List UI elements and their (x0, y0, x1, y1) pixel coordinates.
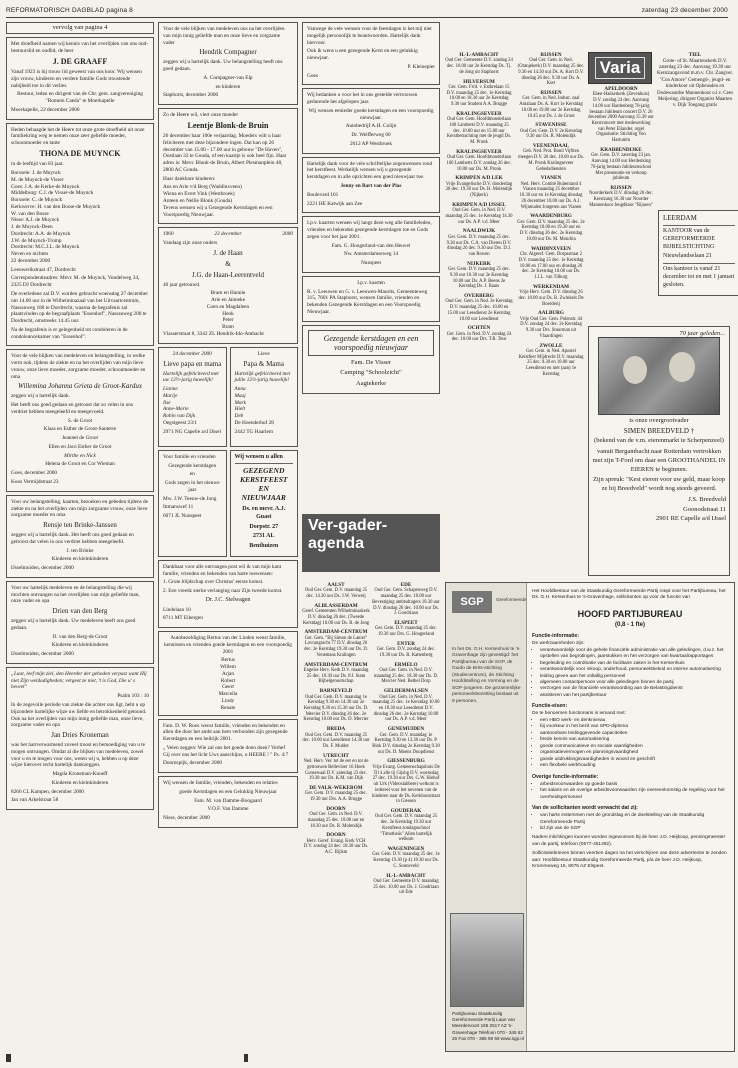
service-listing (302, 582, 370, 600)
service-listing (517, 284, 585, 308)
list-item: • verzorgen van de financiële verantwoording aan de Belastingdienst (540, 686, 728, 692)
vergader-agenda-banner: Ver-gader-agenda (302, 514, 440, 572)
service-listing (517, 52, 585, 87)
christmas-ads (158, 450, 298, 560)
child-name: Anne-Marie (163, 406, 189, 413)
column-1 (6, 22, 154, 1062)
service-listing (372, 808, 440, 843)
service-listing (372, 846, 440, 870)
ad-papa-mama-2: Lieve Papa & Mama Hartelijk gefeliciteerd met jullie 12½-jarig huwelijk! Anna Maaj Mark Hielt Deb De Hoenderhof 28 2442 TG Haarlem (230, 347, 299, 447)
list-item: • begeleiding en coördinatie van de facilitaire zaken in het Kersenhuis (540, 661, 728, 667)
ad-breedveld: 70 jaar geleden... (588, 326, 730, 576)
service-location: AMSTERDAM-CENTRUM (304, 661, 368, 668)
sgp-logo: SGP (452, 591, 492, 613)
ad-colijn: Wij bedanken u voor het in ons gestelde vertrouwen gedurende het afgelopen jaar. Wij wensen eenieder goede kerstdagen en een voorspoedig nieuwjaar. Autobedrijf A.H. Colijn Dr. Welfferweg 60 2612 AP Westbroek (302, 88, 440, 153)
service-details: Ger. Gem. D.V. maandag 25 dec. 19.30 uur Drs. A.A. Brugge (305, 791, 367, 803)
service-location: H.-I.-AMBACHT (459, 52, 499, 58)
service-details: Herv. Geref. Evang. Kerk VCH D.V. zondag 24 dec. 18.30 uur Ds. A.C. Bijlsm (303, 838, 369, 856)
service-location: GELDERMALSEN (383, 688, 429, 695)
service-listing (517, 143, 585, 172)
child-name: Mark (234, 399, 246, 406)
service-location: DE VALK-WEKEROM (309, 785, 363, 792)
service-location: KRIMPEN A/D IJSSEL (452, 201, 506, 208)
service-details: Oud Ger. Gem. D.V. maandag 25 dec. 14.30 uur Ds. J.W. Verweij (304, 588, 368, 600)
expectations-list (532, 813, 728, 832)
ad-van-der-linden: Autobezeldiging Bertus van der Linden wenst familie, kennissen en vrienden goede kerstdagen en een voorspoedig 2001 Bertus Willem Arjan Robert Geert Marcella Lindy Renate (158, 631, 298, 715)
page-header (6, 4, 728, 18)
service-location: VEENENDAAL (532, 143, 570, 150)
ad-roos: Fam. D. W. Roos wenst familie, vrienden en bekenden en allen die door het ambt aan hem verbonden zijn gezegende Kerstdagen en een heilrijk 2001. „ Velen zeggen: Wie zal ons het goede doen doen? Verhef Gij over ons het licht Uws aanschijns, o HEERE ! " Ps. 4:7 Doornspijk, december 2000 (158, 719, 298, 774)
service-location: OVERBERG (464, 293, 494, 300)
header-right: zaterdag 23 december 2000 (641, 7, 728, 14)
child-name: Arie en Janneke (210, 297, 246, 304)
service-listing (302, 753, 370, 782)
service-details: Ger. Gem. D.V. maandag 25 dec. 1e Kerstdag 19.30 (p 4) 18.30 uur Ds. C. Sonneveld (372, 852, 440, 869)
services-column-varia (588, 86, 654, 212)
list-item: • van harte instemmen met de grondslag en de doelstelling van de Staatkundig Gereformeerde Partij (540, 813, 728, 826)
service-location: WAGENINGEN (387, 845, 425, 852)
service-location: GOUDERAK (390, 807, 422, 814)
service-details: Oud Ger. Gem. in Ned. 2e Kerstdag D.V. maandag 25 dec. 10.00 en 15.00 uur Leesdienst 2e Kerstdag 10.00 uur Leesdienst (445, 299, 513, 322)
service-location: NIJKERK (467, 260, 491, 267)
service-details: Ger. Gem. D.V. maandag 25 dec. 9.30 uur 18.30 uur 2e Kerstdag 10.00 uur Ds. A.P. Beens 2e Kerstdag Ds. J. Baars (448, 267, 510, 290)
service-details: Oud Ger. Gem. D.V. maandag 25 dec. 10.00 uur Leesdienst 14.30 uur Ds. F. Mulder (302, 732, 370, 750)
ad-name: J. de Haan (213, 248, 243, 257)
service-listing (517, 213, 585, 242)
family-member: Goes: J.A. de Kerke-de Muynck (11, 183, 80, 190)
service-location: RIJSSEN (610, 184, 632, 191)
ad-kroneman: „Laat, leef mijn ziel, den Heerder der geboden verpast want Hij niet Zijn weldadigheden; vergeet ze niet, 't is God, Die u' s beveel" Psalm 103 : 10 In de zegevolle periode van ziekte die achter ons ligt, hebt u op bijzondere hartelijke wijze uw liefde en betrokkenheid getoond. Ook na het overlijden van mijn innig geliefde man, onze lieve, zorgzame vader en opa Jan Dries Kroneman was het hartverwarmend zoveel troost en bemoediging van u te mogen ontvangen. Omdat al die blijken van medeleven, zowel voor u en te mogen voor ons, weten wij u, hebben u op deze wijze hierover recht hartelijk dankzeggen. Magda Kroneman-Knoeff Kinderen en kleinkinderen 8266 CL Kampen, december 2000 Jan van Arkelstraat 58 (6, 667, 154, 810)
list-item: • verantwoordelijk voor inkoop, onderhoud, personeelsbeleid en interne automatisering (540, 667, 728, 673)
list-item: • aantoonbare leidinggevende capaciteiten (540, 731, 728, 737)
service-listing (517, 310, 585, 339)
service-location: KRALINGSEVEER (456, 110, 502, 117)
service-location: TIEL (688, 52, 702, 58)
service-details: Oud Ger. Gem. Schapenweg D.V. maandag 25 dec. 10.00 uur Bevestiging ambtsdragers 18.30 uur D.V. dinsdag 26 dec. 10.00 uur Ds. J. Goudriaan (372, 588, 440, 617)
ad-name: Leentje Blonk-de Bruin (187, 120, 269, 130)
service-location: APELDOORN (604, 86, 638, 92)
service-listing (302, 629, 370, 658)
ad-name: Dr. J.C. Stelwagen (205, 596, 251, 603)
list-item: • verantwoordelijk voor de gehele financiële administratie van alle geledingen, d.w.z. het opstellen van begrotingen, jaarstukken en het verzorgen van kwartaalrapportages (540, 648, 728, 661)
list-item: • arbeidsvoorwaarden op goede basis (540, 782, 728, 788)
list-item: • een flexibele werkhouding (540, 763, 728, 769)
service-details: Oud Ger. Gem. in Ned. (Oranjekerk) D.V. maandag 25 dec. 9.30 en 14.30 uur Ds. A. Kort D.V. dinsdag 26 dec. 9.30 uur Ds. A. Kort (517, 58, 585, 87)
service-location: ENTER (397, 640, 415, 647)
service-listing (372, 873, 440, 897)
service-details: Vrije Evangelische D.V. donderdag 28 dec. 19.30 uur Ds. H. Molendijk (Nijkerk) (445, 181, 513, 199)
service-details: Eben-Haëzerkerk (Zevenhuis) D.V. zondag 24 dec. Aanvang 14.00 uur Hardenberg 70-jarig bestaan Jubileum concert D.V. 26 december 2000 Aanvang 15.30 uur Kerstconcert met medewerking van Peter Eilander, orgel Organisatie: Stichting Von Hartumm (588, 92, 654, 144)
ad-breedveld-text: is onze overgrootvader SIMEN BREEDVELD † (bekend van de v.m. eierenmarkt te Scherpenzeel) vanuit Bergambacht naar Rotterdam vertrokken met zijn T-Ford om daar een GROOTHANDEL IN EIEREN te beginnen. Zijn spreuk: "Kest eieren voor uw geld, maar koop ze bij Breedveld" wordt nog steeds geveerd. J.S. Breedveld Goonodstraat 11 2901 RE Capelle a/d IJssel (592, 417, 726, 523)
ad-name: Hendrik Compagner (199, 48, 257, 57)
service-listing (445, 79, 513, 108)
list-item: • goede communicatieve en sociale vaardigheden (540, 744, 728, 750)
service-location: HILVERSUM (463, 78, 495, 85)
staff-name: Lindy (221, 697, 235, 704)
service-details: Geb. Ned. Prot. Bond Vijftien meegen D.V. 26 dec. 10.00 uur Ds. M. Pronk Kralingseveer Gebedsdiensten (518, 149, 584, 172)
ad-name: Willemina Johanna Grieta de Groot-Kardux (18, 382, 142, 391)
service-details: Vrije Evang. Gemeenschapshuis De Til 4 alle tij Gijsbg D.V. woensdag 27 dec. 19.30 uur Drs. G.W. Hiehof uit Urk (Videoslabbere) welkom is iedereel voor het nevenen van de kinderen naar de Ds. Kerkhoutstraat in Giessen (372, 764, 440, 805)
service-details: Geref. Gemeenten Wilhelminaskerk D.V. dinsdag 26 dec. (Tweede Kerstdag) 10.00 uur Ds. R. de Jong (302, 609, 370, 626)
names-list (163, 657, 293, 711)
family-member: Neven en nichten (11, 251, 49, 258)
service-details: Ger. Gem. Frrd. v. Esthrelaan 15 D.V. maandag 25 dec. 1e Kerstdag 10.00 en 18.30 uur 2e Kerstdag 9.30 uur Student A.A. Brugge (446, 84, 512, 108)
family-list (11, 170, 149, 258)
tiel-concert (656, 52, 734, 110)
ad-papa-mama-1: 24 december 2000 Lieve papa en mama Hartelijk gefeliciteerd met uw 12½-jarig huwelijk! Lianne Marije Ilse Anne-Marie Robin van Dijk Oegstgeest 23/1 2971 NG Capelle a/d IJssel (158, 347, 227, 447)
family-member: Nisse: A.J. de Muynck (11, 217, 60, 224)
staff-name: Geert (222, 684, 234, 691)
greeting-line: GEZEGEND (243, 466, 285, 476)
varia-right (656, 52, 734, 113)
service-listing (656, 52, 734, 110)
ad-kleinepier: Vanwege de vele wensen voor de feestdagen is het mij niet mogelijk persoonlijk te beantwoorden. Hartelijk dank hiervoor. Ook ik wens u een gezegende Kerst en een gelukkig nieuwjaar. P. Kleinepier Goes (302, 22, 440, 85)
service-location: VIANEN (540, 175, 562, 182)
greeting-line: KERSTFEEST (239, 475, 288, 485)
service-listing (372, 726, 440, 755)
service-details: Oud Ger. Gemeente D.V. zondag 24 dec. 10.00 uur 2e Kerstdag Ds. Tj. de Jong uit Staphorst (445, 58, 513, 75)
services-column-2 (517, 52, 585, 381)
service-location: H.-I.-AMBACHT (386, 872, 426, 879)
service-details: Ger. Gem. D.V. maandag 25 dec. 2e Kerstdag 10.00 en 19.30 uur en D.V. dinsdag 26 dec. 2e Kerstdag 10.00 uur Ds. M. Mondria (517, 219, 585, 242)
service-listing (372, 641, 440, 659)
service-location: NAALDWIJK (462, 228, 496, 235)
service-details: Oud Ger. Gem. in Ned. D.V. maandag 25 dec. 1e Kerstdag 10.00 en 18.30 uur Leesdienst D.V. dinsdag 26 dec. 2e Kerstdag 10.00 uur Ds. A.P. v.d. Meer (372, 694, 440, 723)
family-member: Ans en Arie v/d Berg (Waddinxveen) (163, 184, 242, 191)
greeting-line: NIEUWJAAR (241, 493, 286, 503)
ad-van-damme: Wij wensen de familie, vrienden, bekenden en relaties goede Kerstdagen en een Gelukkig Nieuwjaar Fam. M. van Damme-Boogaard V.O.F. Van Damme Nisse, december 2000 (158, 776, 298, 828)
service-details: Ger. Gem. "Bij Simon de Lanier" Lovrangracht 77 D.V. dinsdag 26 dec. 2e Kerstdag 19.30 uur Ds. D. Venemans Kralingen (304, 635, 368, 658)
service-listing (588, 147, 654, 182)
service-location: AALBURG (538, 310, 564, 317)
ad-teeuw: Voor familie en vrienden Gezegende kerstdagen en Gods zegen in het nieuwe jaar Mw. J.W. Teeuw-de Jong Ittmanswef 11 6071 JL Nunspeet (158, 450, 227, 557)
service-details: Oud Ger. Gem. Hoofdmonderlaan 160 Lamberts D.V. zondag 26 dec. 10.00 uur Ds. M. Pronk (446, 155, 512, 172)
list-item: • organisatievermogen en planningsvaardigheid (540, 750, 728, 756)
child-name: Deb (234, 413, 244, 420)
family-member: W. van den Bosse (11, 210, 49, 217)
family-member: Wiena en Evert Vink (Westbroek) (163, 191, 235, 198)
service-listing (588, 86, 654, 144)
service-location: KRABBENDIJKE (600, 146, 642, 153)
service-details: Ned. Herv. Comité Buitenrand 4 Vianen maandag 25 december 10.30 uur en 1e Kerstdag dinsdag 26 december 10.00 uur Ds. A.J. Wijnmalen Jongeren ans Vianen (519, 181, 583, 210)
service-details: Oud Ger. Gem. in Ned. D.V. maandag 25 dec. 10.00 uur en 18.30 uur Ds. R. Molendijk (307, 812, 365, 829)
ad-guast: Wij wensen u allen GEZEGEND KERSTFEEST EN NIEUWJAAR Ds. en mevr. A.J. Guast Dorpstr. 27 2731 AL Benthuizen (230, 450, 299, 557)
ad-hoogerland: I.p.v. kaarten wensen wij langs deze weg alle familieleden, vrienden en bekenden gezegende kerstdagen toe en Gods zegen voor het jaar 2001. Fam. G. Hoogerland-van den Heuvel Nw. Amsterdamseweg 14 Nunspeet (302, 216, 440, 273)
greeting-line: EN (258, 484, 269, 494)
service-location: AALST (327, 582, 345, 588)
anniversary-ads (158, 347, 298, 450)
service-location: UTRECHT (323, 752, 349, 759)
vacancy-title: HOOFD PARTIJBUREAU (577, 608, 683, 619)
ad-ten-brinke: Voor uw belangstelling, kaarten, bezoeken en gebeden tijdens de ziekte en na het overlijden van mijn zorgzame vrouw, onze lieve zorgzame moeder en oma Rensje ten Brinke-Janssen zeggen wij u hartelijk dank. Het heeft ons goed gedaan en getroost dat velen in ons verdriet hebben meegeleefd. J. ten Brinke Kinderen en kleinkinderen IJsselmuiden, december 2000 (6, 495, 154, 578)
child-name: Marije (163, 392, 178, 399)
list-item: • het salaris en de overige arbeidsvoorwaarden zijn overeenkomstig de regeling voor het overheidspersoneel (540, 788, 728, 801)
family-member: M. de Muynck-de Visser (11, 176, 64, 183)
varia-banner: Varia (588, 52, 652, 84)
ad-van-der-plas: Hartelijk dank voor de vele schriftelijke zegenwensen rond het kerstfeest. Werkelijk wensen wij u gezegende kerstdagen en in alle opzichten een goed nieuwjaar toe. Jenny en Bart van der Plas Boulevard 101 2221 HE Katwijk aan Zee (302, 157, 440, 214)
requirements-list (532, 718, 728, 770)
child-name: Coen en Magdaleen (206, 303, 250, 310)
staff-name: Renate (220, 704, 236, 711)
service-details: Ger. Gem. in Ned. Apostel Kerstfeer Mijdrecht D.V. maandag 25 dec. 9.30 en 18.00 uur Leesdienst en met (aan) 1e Kerstdag (518, 348, 584, 377)
service-details: Engelse Herv. Kerk D.V. maandag 25 dec. 10.30 uur Ds. P.J. Stam Bijbelgenootschap (303, 667, 369, 685)
greeting-lines (235, 466, 294, 502)
service-location: DOORN (326, 805, 346, 812)
list-item: • leiding geven aan het voltallig personeel (540, 674, 728, 680)
sgp-sidebar: SGP Gereformeerde In het Ds. G.H. Kersenhuis te 's-Gravenhage zijn gevestigd: het Partijbureau van de SGP, de Guido de Brès-stichting (Studiecentrum), de Stichting Hoofdstelling en Vorming en de SGP-jongeren. De gezamenlijke personeelsbezetting bestaat uit 9 personen. Partijbureau Staatkundig Gereformeerde Partij Laan van Meerdervoort 165 2517 AZ 's-Gravenhage Telefoon 070 - 345 62 26 Fax 070 - 365 59 59 www.sgp.nl (446, 583, 527, 1051)
ad-de-graaff: Met droefheid namen wij kennis van het overlijden van ons oud-bestuurslid en oudlid, de heer J. DE GRAAFF Vanaf 1923 is hij trouw lid geweest van ons koor. Wij wensen zijn vrouw, kinderen en verdere familie Gods troostende nabijheid toe in dit verlies. Bestuur, leden en dirigent van de Chr. gem. zangvereniging "Romein Caeda" te Moerkapelle Moerkapelle, 22 december 2000 (6, 37, 154, 119)
service-location: GIESSENBURG (387, 758, 425, 765)
service-listing (372, 758, 440, 804)
list-item: • brede kennis van automatisering (540, 737, 728, 743)
ad-blonk: Zo de Heere wil, viert onze moeder Leentje Blonk-de Bruin 26 december haar 100e verjaardag. Moeders wilt u haar feliciteren met deze bijzondere ingen. Dat kan op 26 december van 15.00 - 17.00 uur in gebouw "De Haven", Oostlaan 33 te Gouda, of een kaartje is ook heel fijn. Haar adres is: Mevr. Blonk-de Bruin, Albert Plesmanplein 48, 2800 AC Gouda. Haar dankbare kinderen: Ans en Arie v/d Berg (Waddinxveen) Wiena en Evert Vink (Westbroek) Anteen en Nellie Blonk (Gouda) Tevens wensen wij u Gezegende Kerstdagen en een Voorspoedig Nieuwjaar. (158, 108, 298, 224)
ad-compagner: Voor de vele blijken van medeleven ons na het overlijden van mijn innig geliefde man en onze lieve en zorgzame vader Hendrik Compagner zeggen wij u hartelijk dank. Uw belangstelling heeft ons goed gedaan. A. Compagner-van Elp en kinderen Staphorst, december 2000 (158, 22, 298, 105)
service-listing (445, 52, 513, 76)
service-listing (372, 662, 440, 686)
vervolg-label: vervolg van pagina 4 (6, 22, 154, 34)
column-3 (302, 22, 440, 510)
service-details: Oud Ger. Gemeente D.V. maandag 25 dec. 10.00 uur Ds. J. Goudriaan uit Ede (373, 878, 439, 896)
service-listing (445, 175, 513, 199)
service-listing (445, 111, 513, 146)
ad-name: J. DE GRAAFF (52, 56, 108, 66)
service-listing (517, 175, 585, 210)
service-listing (588, 185, 654, 209)
service-location: GENEMUIDEN (387, 726, 425, 733)
children-list (163, 290, 293, 331)
names-list (235, 386, 294, 420)
family-member: Kerkwerve: H. van den Bosse-de Muynck (11, 203, 101, 210)
service-listing (302, 806, 370, 830)
service-listing (302, 688, 370, 723)
service-location: WERKENDAM (532, 283, 570, 290)
ad-name: Drien van den Berg (52, 607, 108, 616)
service-details: Ned. Herv. Ver. tot de eer en tot de getrouwen Bellevloer 16 Hoek Consewaal D.V. zaterdag 23 dec. 19.30 uur Ds. K.M. van Dijk (303, 759, 369, 782)
ad-name: THONA DE MUYNCK (39, 148, 121, 158)
service-details: Oud Ger. Gem. in Ned. D.V. maandag 25 dec. 1e Kerstdag 14.30 uur Ds. A.P. v.d. Meer (445, 208, 513, 225)
service-details: Ger. Gem. D.V. maandag 25 dec. 9.30 uur Ds. C.A. van Dieren D.V. dinsdag 26 dec. 9.30 uur Drs. D.J. van Rowen (446, 234, 512, 258)
service-listing (517, 122, 585, 140)
list-item: • bij voorkeur in het bezit van SPD-diploma (540, 724, 728, 730)
service-listing (302, 662, 370, 686)
family-member: Borssele: J. de Muynck (11, 169, 61, 176)
child-name: Robin van Dijk (163, 413, 196, 420)
service-location: DOORN (326, 832, 346, 839)
service-listing (445, 261, 513, 290)
page-marker-icon (244, 1054, 248, 1062)
list-item: • goede uitdrukkingsvaardigheden in woord en geschrift (540, 757, 728, 763)
ad-de-groot: Voor de vele blijken van medeleven en belangstelling, in welke vorm ook, tijdens de ziekte en na het overlijden van mijn lieve vrouw, onze lieve moeder, zorgzame moeder, schoonmoeder en oma Willemina Johanna Grieta de Groot-Kardux zeggen wij u hartelijk dank. Het heeft ons goed gedaan en getroost dat zo velen in ons verdriet hebben meegeleefd en meegevoeld. S. de Groot Klaas en Esther de Groot-Santerre Jeannet de Groot Ellen en Jaco Esther de Groot Mirthe en Nick Helena de Groot en Cor Wieman Goes, december 2000 Koos Vermijdstraat 23 (6, 349, 154, 491)
service-details: Oud Ger. Gem. D.V. 2e Kerstdag 9.30 uur Ds. R. Molendijk (519, 128, 582, 140)
services-column-3 (372, 582, 440, 899)
service-listing (445, 228, 513, 257)
list-item: • algemeen contactpersoon voor alle geledingen binnen de partij (540, 680, 728, 686)
services-column-1 (445, 52, 513, 346)
service-listing (372, 582, 440, 617)
church-services (445, 52, 585, 577)
service-listing (302, 785, 370, 803)
ad-de-visser: Gezegende kerstdagen en een voorspoedig nieuwjaar Fam. De Visser Camping "Schoolzicht" Aagtekerke (302, 325, 440, 394)
page-marker-icon (6, 1054, 11, 1062)
family-member: Middelburg: C.J. de Visser-de Muynck (11, 190, 94, 197)
family-photo (598, 337, 720, 415)
sgp-vacancy-ad (445, 582, 735, 1052)
ad-name: Rensje ten Brinke-Janssen (43, 521, 117, 530)
sgp-vacancy-text: Het Hoofdbestuur van de Staatkundig Gereformeerde Partij roept voor het Partijbureau, het Ds. G.H. Kersenhuis te 's-Gravenhage, sollicitanten op voor de functie van HOOFD PARTIJBUREAU (0,8 - 1 fte) Functie-informatie: De werkzaamheden zijn: • verantwoordelijk voor de gehele financiële administratie van alle geledingen, d.w.z. het opstellen van begrotingen, jaarstukken en het verzorgen van kwartaalrapportages • begeleiding en coördinatie van de facilitaire zaken in het Kersenhuis • verantwoordelijk voor inkoop, onderhoud, personeelsbeleid en interne automatisering • leiding geven aan het voltallig personeel • algemeen contactpersoon voor alle geledingen binnen de partij • verzorgen van de financiële verantwoording aan de Belastingdienst • assisteren van het partijbestuur Functie-eisen: De te benoemen functionaris is iemand met: • een HBO werk- en denkniveau • bij voorkeur in het bezit van SPD-diploma • aantoonbare leidinggevende capaciteiten • brede kennis van automatisering • goede communicatieve en sociale vaardigheden • organisatievermogen en planningsvaardigheid • goede uitdrukkingsvaardigheden in woord en geschrift • een flexibele werkhouding Overige functie-informatie: • arbeidsvoorwaarden op goede basis • het salaris en de overige arbeidsvoorwaarden zijn overeenkomstig de regeling voor het overheidspersoneel Van de sollicitanten wordt verwacht dat zij: • van harte instemmen met de grondslag en de doelstelling van de Staatkundig Gereformeerde Partij • lid zijn van de SGP Nadere inlichtingen kunnen worden ingewonnen bij de heer J.D. Heijkoop, penningmeester van de partij, telefoon (0577-451492). Sollicitatiebrieven binnen veertien dagen na het verschijnen van deze advertentie te zenden aan: Hoofdbestuur Staatkundig Gereformeerde Partij, p/a de heer J.D. Heijkoop, Krommeweg 15, 8075 AZ Elspeet. (532, 589, 728, 871)
child-name: Peter (222, 317, 234, 324)
ad-leerdam: LEERDAM KANTOOR van de GEREFORMEERDE BIJBELSTICHTING Nieuwlandselaan 21 Ons kantoor is vanaf 21 december tot en met 1 januari gesloten. (658, 210, 738, 296)
ad-name: Jan Dries Kroneman (51, 731, 109, 740)
ad-stelwagen: Dankbaar voor alle ontvangen post wil ik van mijn kant familie, vrienden en bekenden van harte toewensen: 1. Grote blijdschap over Christus' eerste komst. 2. Een vreedz sterke verlanging naar Zijn tweede komst. Dr. J.C. Stelwagen Lindelaan 10 8711 MT Eibergen (158, 560, 298, 628)
service-details: Grote- of St. Maartenskerk D.V. zaterdag 23 dec. Aanvang 19.30 uur Kerstzangavond m.m.v. Chr. Zangver. "Con Amore" Gemengd-, jeugd- en kinderkoor uit Opheusden en Dodewaardse Mannenkoor o.l.v. Cees Meijering, dirigent Organist Maarten v. Dijk Toegang gratis (656, 58, 734, 109)
child-name: Henk (222, 310, 234, 317)
service-location: WADDINXVEEN (531, 245, 571, 252)
service-listing (372, 688, 440, 723)
service-listing (445, 293, 513, 322)
service-listing (445, 325, 513, 343)
service-listing (302, 603, 370, 627)
tasks-list (532, 648, 728, 700)
service-details: Vrije Herv. Gem. D.V. dinsdag 26 dec. 10.00 uur Ds. R. Zwinkels De Boerderij (518, 290, 584, 307)
staff-name: Robert (220, 677, 236, 684)
service-location: KRALINGSEVEER (456, 148, 502, 155)
service-location: OCHTEN (467, 325, 491, 332)
service-details: Noorderkerk D.V. dinsdag 26 dec. Kerstzang 16.30 uur Noorder Mannenkoor Jeugdkoor "Rijssen" (588, 191, 654, 208)
family-list (163, 184, 293, 204)
family-member: Anteen en Nellie Blonk (Gouda) (163, 197, 233, 204)
service-location: WAARDENBURG (530, 213, 572, 220)
list-item: • lid zijn van de SGP (540, 826, 728, 832)
service-details: Oud Ger. Gem. in Ned. D.V. maandag 25 dec. 18.30 uur Ds. D. Mercier Ned. Bethel Dorp (373, 667, 439, 685)
building-photo (450, 913, 524, 1007)
service-location: RIJSSEN (540, 90, 562, 97)
service-location: BREDA (326, 726, 346, 733)
child-name: Hielt (234, 406, 246, 413)
child-name: Lianne (163, 386, 178, 393)
family-member: J. de Muynck-Deen (11, 224, 53, 231)
family-member: Dordrecht: A.A. de Muynck (11, 230, 71, 237)
service-details: Ger. Gem. D.V. zaterdag 23 jan. Aanvang 14.00 uur Herdenking 70-jarig bestaan Jubileumschool Met presentatie en verkoop jubileum (590, 153, 652, 182)
staff-name: Bertus (221, 657, 235, 664)
service-location: ELSPEET (394, 620, 418, 627)
service-listing (445, 149, 513, 173)
service-location: STAVENISSE (535, 122, 567, 129)
service-listing (517, 90, 585, 119)
names-list (163, 386, 222, 420)
service-listing (517, 343, 585, 378)
child-name: Bram (222, 324, 234, 331)
list-item: • assisteren van het partijbestuur (540, 693, 728, 699)
service-details: Ger. Gem. in Ned. D.V. zondag 24 dec. 10.00 uur Drs. T.R. Teur (446, 331, 512, 343)
service-details: Ger. Gem. D.V. maandag 25 dec. 19.30 uur Drs. G. Hoogerland (375, 626, 437, 638)
service-location: AMSTERDAM-CENTRUM (304, 629, 368, 636)
service-listing (445, 202, 513, 226)
service-details: Ger. Gem. D.V. maandag 1e Kerstdag 9.30 en 13.30 uur Ds. P. Blok D.V. dinsdag 2e Kerstdag 9.30 uur Ds. D. Moens Doopdienst (372, 732, 440, 755)
service-location: BARNEVELD (319, 688, 353, 695)
service-details: Oud Ger. Gem. D.V. maandag 1e Kerstdag 9.30 en 14.30 uur 2e Kerstdag 9.30 en 15.30 uur Ds. D. Mercier D.V. dinsdag 26 dec. 2e Kerstdag 10.00 uur Ds. D. Mercier (303, 694, 369, 723)
staff-name: Willem (220, 664, 236, 671)
family-member: J.W. de Muynck-Tromp (11, 237, 62, 244)
ad-name: J.G. de Haan-Leerentveld (192, 270, 264, 279)
child-name: Bram en Hannie (210, 290, 246, 297)
service-listing (302, 726, 370, 750)
family-member: Borssele: C. de Muynck (11, 197, 63, 204)
service-listing (302, 832, 370, 856)
services-column-4 (302, 582, 370, 859)
staff-name: Arjan (221, 670, 235, 677)
family-member: Dordrecht: M.C.J.L. de Muynck (11, 244, 80, 251)
service-details: Ger. Gem. in Ned. Indust. zaal Antalaan Ds. A. Kort 1e Kerstdag 10.00 en 19.00 uur 2e Kerstdag 10.45 uur Ds. J. de Groot (519, 96, 583, 119)
service-listing (372, 620, 440, 638)
column-2 (158, 22, 298, 1062)
service-location: ERMELO (394, 661, 418, 668)
other-info-list (532, 782, 728, 801)
service-details: Vrije Oud Ger. Gem. Polenstr. 44 D.V. zondag 24 dec. 2e Kerstdag 9.30 uur Drs. Stuurman uit Vlaardingen (519, 316, 583, 339)
service-details: Chr. Algeref. Gem. Dorpsstraat 2 D.V. maandag 25 dec. 1e Kerstdag 10.00 en 17.00 uur en dinsdag 26 dec. 2e Kerstdag 10.00 uur Ds. J.J.L. van Tilburg (518, 252, 584, 280)
ad-van-den-berg: Voor uw hartelijk medeleven en de belangstelling die wij mochten ontvangen na het overlijden van mijn geliefde man, onze vader en opa Drien van den Berg zeggen wij u hartelijk dank. Uw medeleven heeft ons goed gedaan. D. van den Berg-de Groot Kinderen en kleinkinderen IJsselmuiden, december 2000 (6, 581, 154, 664)
service-location: EDE (400, 582, 412, 588)
service-location: RIJSSEN (540, 52, 562, 58)
service-listing (517, 246, 585, 281)
varia-services (588, 86, 656, 326)
child-name: Anna (234, 386, 246, 393)
service-details: Oud Ger. Gem. Hoofdmonderlaan 160 Lamberts D.V. maandag 25 dec. 10.00 uur en 15.00 uur Kerstbetrachting met de jeugd Ds. M. Pronk (446, 117, 512, 146)
ad-de-muynck: Heden behaagde het de Heere tot onze grote droefheid uit onze familiekring weg te nemen onze zeer geliefde moeder, schoonmoeder en tante THONA DE MUYNCK in de leeftijd van 83 jaar. Borssele: J. de Muynck M. de Muynck-de Visser Goes: J.A. de Kerke-de Muynck Middelburg: C.J. de Visser-de Muynck Borssele: C. de Muynck Kerkwerve: H. van den Bosse-de Muynck W. van den Bosse Nisse: A.J. de Muynck J. de Muynck-Deen Dordrecht: A.A. de Muynck J.W. de Muynck-Tromp Dordrecht: M.C.J.L. de Muynck Neven en nichten 22 december 2000 Leeuwerikstraat 47, Dordrecht Correspondentieadres: Mevr. M. de Muynck, Vondelweg 34, 2325 DJ Dordrecht De overledene zal D.V. worden gebracht woensdag 27 december om 14.00 uur in de Wilhelminazaal van het Uitvaartcentrum, Nassauweg 180 te Dordrecht, waarna de begrafenis zal plaatsvinden op de begraafplaats "Essenhof", Nassauweg 200 te Dordrecht, omstreeks 14.45 uur. Na de begrafenis is er gelegenheid tot condoleren in de condoleancekamer van "Essenhof". (6, 123, 154, 347)
child-name: Maaj (234, 392, 246, 399)
header-left: REFORMATORISCH DAGBLAD pagina 8 (6, 7, 133, 14)
staff-name: Marcella (218, 691, 238, 698)
ad-van-leeuwen: I.p.v. kaarten R. v. Leeuwen en G. v. Leeuwen-Maurits, Gemeenteweg 315, 7601 PA Staphorst, wensen familie, vrienden en bekenden Gezegende Kerstdagen en een Voorspoedig Nieuwjaar. (302, 276, 440, 322)
service-location: ALBLASSERDAM (314, 602, 358, 609)
ad-de-haan: 1960 23 december 2000 Vandaag zijn onze ouders J. de Haan & J.G. de Haan-Leerentveld 40 jaar getrouwd. Bram en Hannie Arie en Janneke Coen en Magdaleen Henk Peter Bram Vlasserstraat 8, 3342 ZL Hendrik-Ido-Ambacht (158, 227, 298, 344)
service-location: ZWOLLE (539, 342, 563, 349)
list-item: • een HBO werk- en denkniveau (540, 718, 728, 724)
child-name: Ilse (163, 399, 171, 406)
service-location: KRIMPEN A/D LEK (455, 175, 503, 182)
service-details: Oud Ger. Gem. D.V. maandag 25 dec. 2e Kerstdag 19.30 uur Kerstfeest zondagsschool "Timotheüs" Allen hartelijk welkom (374, 814, 438, 843)
service-details: Ger. Gem. D.V. zondag 24 dec. 19.30 uur Ds. R. Kattenberg (376, 647, 436, 658)
church-services-lower (302, 582, 442, 1050)
